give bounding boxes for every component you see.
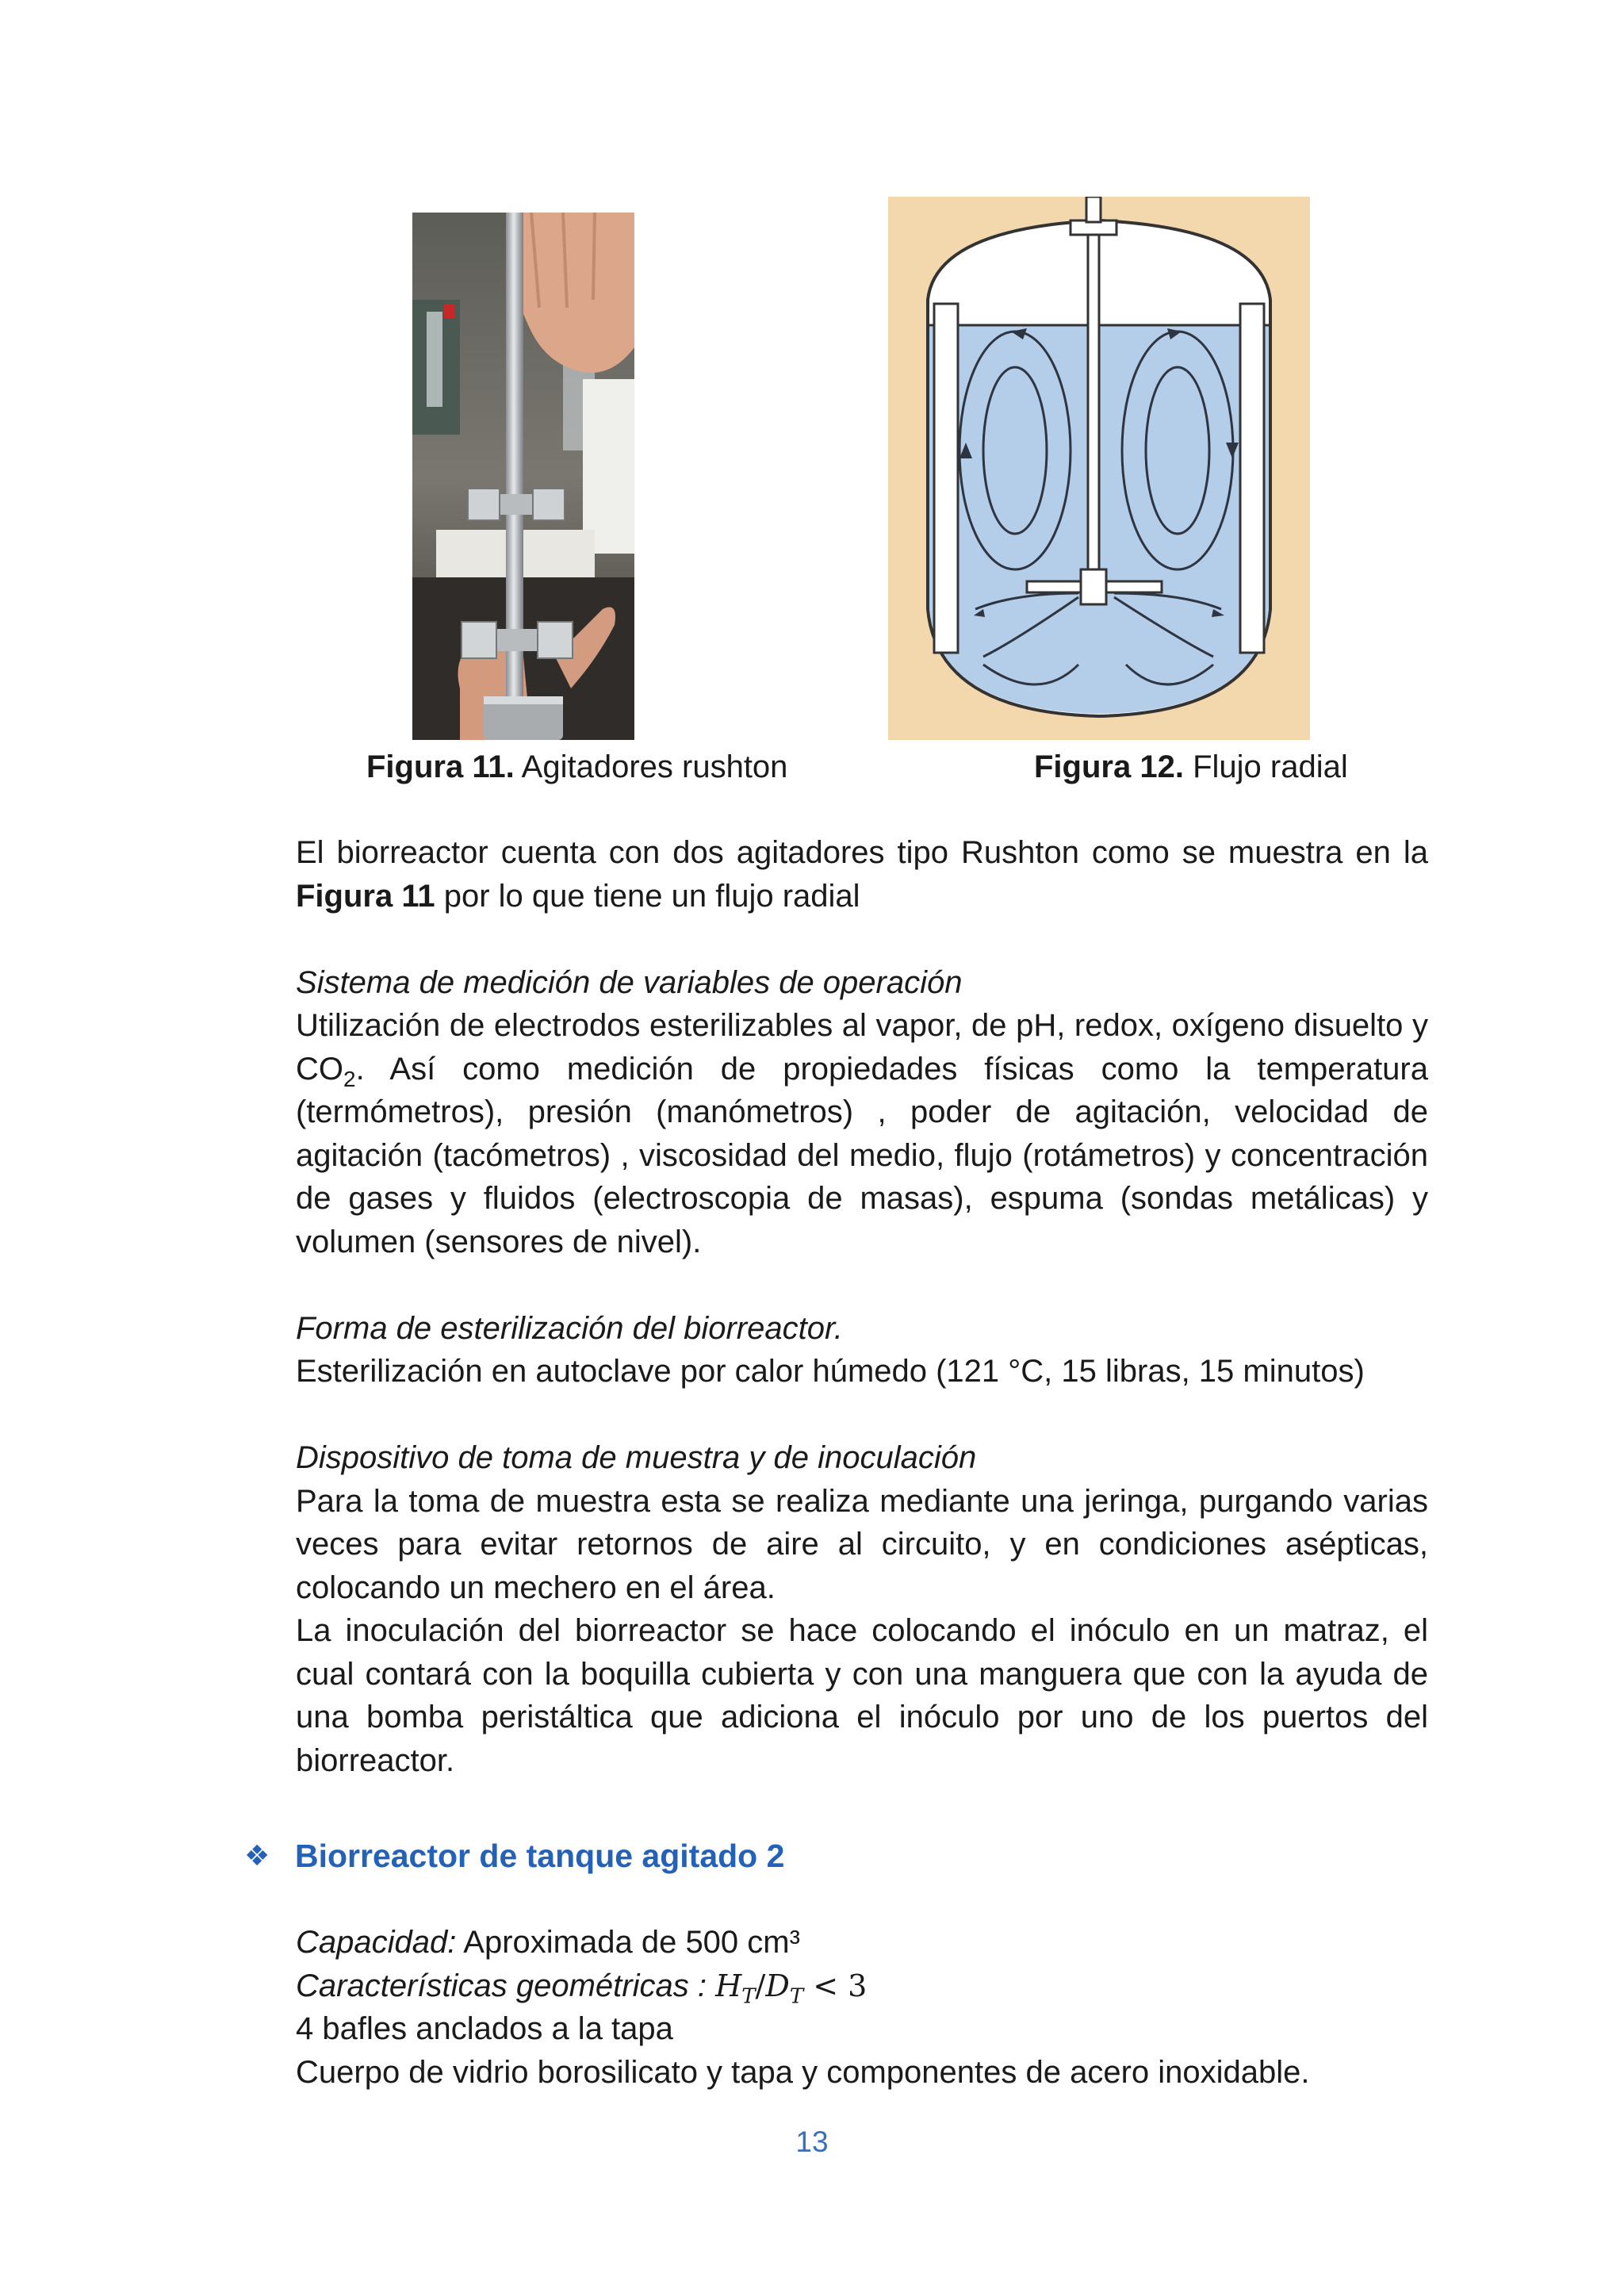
cuerpo-line: Cuerpo de vidrio borosilicato y tapa y componentes de acero inoxidable. xyxy=(296,2054,1310,2090)
math-symbol: / xyxy=(755,1968,766,2003)
ratio-formula xyxy=(715,1968,868,2009)
page-number: 13 xyxy=(795,2125,829,2158)
subsection-title-muestra: Dispositivo de toma de muestra y de inoculación xyxy=(296,1440,977,1475)
subsection-title-esterilizacion: Forma de esterilización del biorreactor. xyxy=(296,1310,843,1346)
section-heading xyxy=(244,1834,784,1877)
field-label: Capacidad: xyxy=(296,1925,457,1960)
section-body xyxy=(296,1921,1428,2094)
figure-12-caption xyxy=(1034,747,1348,787)
intro-paragraph xyxy=(296,831,1428,918)
figure-12-diagram xyxy=(888,197,1310,740)
figure-11-photo xyxy=(412,213,634,740)
subsection-title-medicion: Sistema de medición de variables de operación xyxy=(296,964,963,1000)
math-symbol: D xyxy=(765,1968,790,2003)
geometricas-line xyxy=(296,1964,1428,2008)
text-run: Utilización de electrodos esterilizables al vapor, de pH, redox, oxígeno disuelto y CO xyxy=(296,1008,1428,1087)
caption-label: Figura 12. xyxy=(1034,749,1184,784)
rushton-agitator-photo xyxy=(412,213,634,740)
muestra-paragraph-1: Para la toma de muestra esta se realiza mediante una jeringa, purgando varias veces para evitar retornos de aire al circuito, y en condiciones asépticas, colocando un mechero en el área. xyxy=(296,1483,1428,1605)
math-subscript: T xyxy=(789,1984,804,2009)
caption-label: Figura 11. xyxy=(366,749,515,784)
esterilizacion-paragraph: Esterilización en autoclave por calor húmedo (121 °C, 15 libras, 15 minutos) xyxy=(296,1354,1365,1389)
subscript: 2 xyxy=(343,1066,356,1091)
field-value: Aproximada de 500 cm³ xyxy=(456,1925,800,1960)
bafles-line: 4 bafles anclados a la tapa xyxy=(296,2011,673,2046)
medicion-paragraph xyxy=(296,1004,1428,1263)
diamond-bullet-icon: ❖ xyxy=(244,1839,270,1872)
math-subscript: T xyxy=(741,1984,756,2009)
text-run: por lo que tiene un flujo radial xyxy=(435,878,860,914)
text-run: . Así como medición de propiedades físicas como la temperatura (termómetros), presión (manómetros) , poder de agitación, velocidad de agitación (tacómetros) , viscosidad del medio, flujo (rotámetros) y concentración de gases y fluidos (electroscopia de masas), espuma (sondas metálicas) y volumen (sensores de nivel). xyxy=(296,1051,1428,1259)
caption-text: Agitadores rushton xyxy=(514,749,788,784)
field-label: Características geométricas : xyxy=(296,1968,716,2003)
math-symbol: H xyxy=(715,1968,742,2003)
muestra-paragraph-2: La inoculación del biorreactor se hace colocando el inóculo en un matraz, el cual contará con la boquilla cubierta y con una manguera que con la ayuda de una bomba peristáltica que adiciona el inóculo por uno de los puertos del biorreactor. xyxy=(296,1613,1428,1778)
figure-11-caption xyxy=(366,747,787,787)
caption-text: Flujo radial xyxy=(1183,749,1348,784)
figure-reference: Figura 11 xyxy=(296,878,435,914)
math-symbol: < 3 xyxy=(803,1968,868,2003)
capacidad-line xyxy=(296,1921,1428,1964)
text-run: El biorreactor cuenta con dos agitadores tipo Rushton como se muestra en la xyxy=(296,835,1428,870)
section-title: Biorreactor de tanque agitado 2 xyxy=(295,1838,785,1874)
radial-flow-diagram xyxy=(888,197,1310,740)
body-text xyxy=(296,831,1428,1782)
